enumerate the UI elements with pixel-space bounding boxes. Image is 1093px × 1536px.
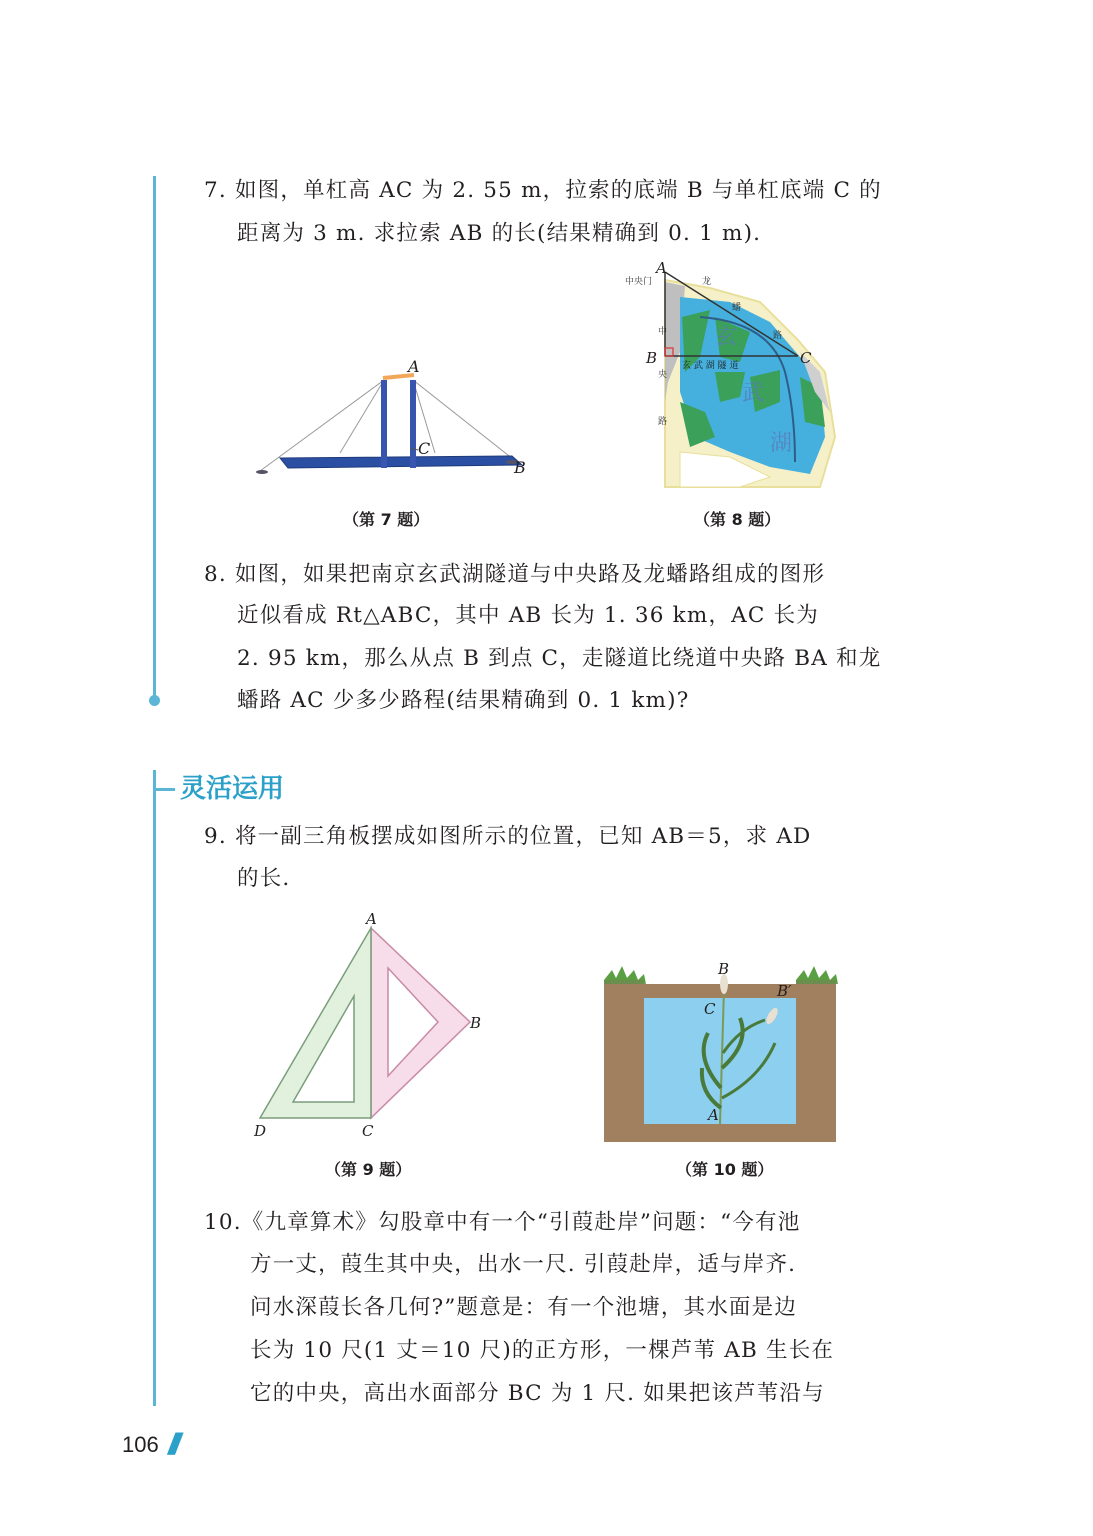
figure8-caption: （第 8 题）	[694, 510, 781, 529]
problem8-line1: 8. 如图，如果把南京玄武湖隧道与中央路及龙蟠路组成的图形	[204, 562, 826, 587]
figure10-caption: （第 10 题）	[676, 1160, 774, 1179]
figure8-road-zhongyang-2: 央	[658, 370, 668, 380]
problem8-line3: 2. 95 km，那么从点 B 到点 C，走隧道比绕道中央路 BA 和龙	[237, 646, 882, 671]
figure7-label-c: C	[418, 439, 431, 458]
figure8-label-gate: 中央门	[625, 277, 653, 287]
figure7-caption: （第 7 题）	[343, 510, 430, 529]
figure9-set-squares	[248, 906, 498, 1142]
figure9-caption: （第 9 题）	[325, 1160, 412, 1179]
figure8-road-longpan-3: 路	[773, 331, 783, 341]
problem7-line1: 7. 如图，单杠高 AC 为 2. 55 m，拉索的底端 B 与单杠底端 C 的	[204, 178, 882, 203]
figure8-label-a: A	[656, 262, 667, 277]
figure8-lake-1: 玄	[715, 325, 738, 350]
problem9-line1: 9. 将一副三角板摆成如图所示的位置，已知 AB＝5，求 AD	[204, 824, 812, 849]
figure9-label-a: A	[366, 910, 377, 928]
problem10-line4: 长为 10 尺(1 丈＝10 尺)的正方形，一棵芦苇 AB 生长在	[250, 1338, 835, 1363]
problem10-line5: 它的中央，高出水面部分 BC 为 1 尺. 如果把该芦苇沿与	[250, 1381, 825, 1406]
figure8-road-longpan-1: 龙	[702, 277, 712, 287]
figure8-road-longpan-2: 蟠	[732, 303, 742, 313]
figure8-tunnel-label: 玄 武 湖 隧 道	[682, 361, 739, 371]
figure7-label-b: B	[514, 458, 526, 477]
figure10-label-a: A	[708, 1106, 719, 1124]
figure9-label-b: B	[470, 1014, 482, 1032]
figure8-label-c: C	[800, 349, 812, 367]
left-rule-top	[153, 176, 156, 698]
problem9-line2: 的长.	[237, 866, 291, 891]
figure7-bar-diagram	[250, 358, 540, 486]
figure8-lake-2: 武	[742, 381, 765, 406]
problem8-line2: 近似看成 Rt△ABC，其中 AB 长为 1. 36 km，AC 长为	[237, 603, 819, 628]
left-rule-dot	[149, 695, 160, 706]
page-number-decoration: ///	[168, 1428, 176, 1461]
figure10-label-c: C	[704, 1000, 716, 1018]
left-rule-bottom	[153, 770, 156, 1406]
figure8-lake-3: 湖	[770, 431, 793, 456]
figure8-road-zhongyang-1: 中	[658, 327, 668, 337]
figure9-label-c: C	[362, 1122, 374, 1140]
figure9-label-d: D	[254, 1122, 267, 1140]
section-title: 灵活运用	[180, 774, 285, 804]
problem10-line2: 方一丈，葭生其中央，出水一尺. 引葭赴岸，适与岸齐.	[250, 1252, 797, 1277]
problem7-line2: 距离为 3 m. 求拉索 AB 的长(结果精确到 0. 1 m).	[237, 221, 762, 246]
figure8-map	[620, 262, 860, 494]
figure8-road-zhongyang-3: 路	[658, 417, 668, 427]
figure10-pond	[600, 958, 840, 1146]
page-number: 106	[122, 1432, 159, 1457]
problem10-line1: 10.《九章算术》勾股章中有一个“引葭赴岸”问题：“今有池	[204, 1210, 801, 1235]
problem10-line3: 问水深葭长各几何?”题意是：有一个池塘，其水面是边	[250, 1295, 798, 1320]
figure7-label-a: A	[408, 358, 420, 376]
problem8-line4: 蟠路 AC 少多少路程(结果精确到 0. 1 km)?	[237, 688, 690, 713]
figure10-label-b: B	[718, 960, 730, 978]
section-tick	[153, 788, 175, 791]
figure8-label-b: B	[646, 349, 658, 367]
figure10-label-bprime: B′	[777, 982, 792, 1000]
